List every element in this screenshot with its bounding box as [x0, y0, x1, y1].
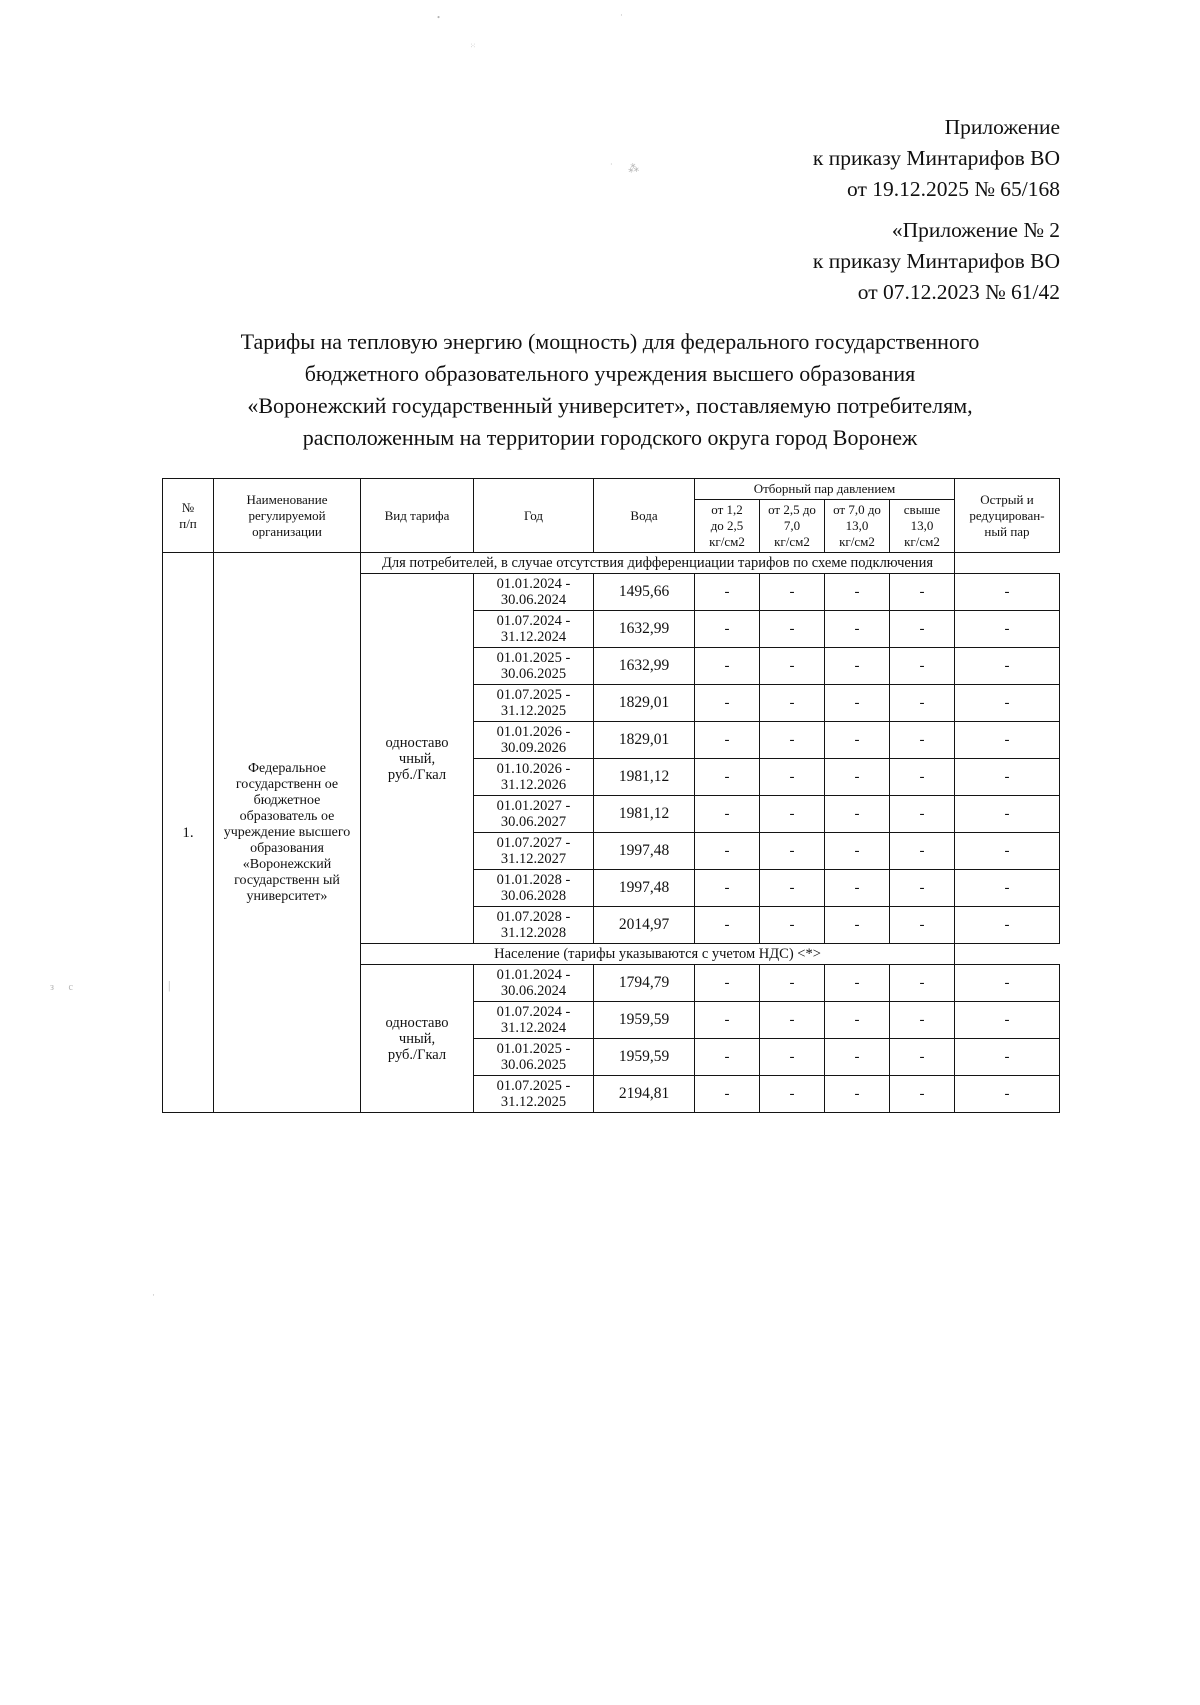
period-to: 30.06.2024	[500, 592, 567, 608]
title-line: бюджетного образовательного учреждения высшего образования	[304, 361, 916, 386]
scan-artifact: ⁂	[627, 162, 641, 176]
pressure-2-cell: -	[760, 648, 825, 685]
period-from: 01.01.2028 -	[496, 872, 571, 888]
section-banner-consumers: Для потребителей, в случае отсутствия дифференциации тарифов по схеме подключения	[361, 553, 955, 574]
water-value-cell: 1829,01	[594, 722, 695, 759]
title-line: Тарифы на тепловую энергию (мощность) для федерального государственного	[240, 329, 980, 354]
water-value-cell: 1997,48	[594, 833, 695, 870]
water-value-cell: 1794,79	[594, 965, 695, 1002]
pressure-1-cell: -	[695, 965, 760, 1002]
table-header-row-1	[163, 479, 1060, 500]
sharp-steam-cell: -	[955, 796, 1060, 833]
pressure-2-cell: -	[760, 870, 825, 907]
pressure-2-cell: -	[760, 1039, 825, 1076]
water-value-cell: 1495,66	[594, 574, 695, 611]
tariff-table	[162, 478, 1060, 1113]
pressure-3-cell: -	[825, 722, 890, 759]
period-cell	[474, 870, 594, 907]
period-to: 30.06.2028	[500, 888, 567, 904]
header-water: Вода	[594, 479, 695, 553]
pressure-2-cell: -	[760, 965, 825, 1002]
period-from: 01.07.2024 -	[496, 613, 571, 629]
table-row-banner	[163, 553, 1060, 574]
water-value-cell: 1829,01	[594, 685, 695, 722]
water-value-cell: 1997,48	[594, 870, 695, 907]
pressure-4-line3: кг/см2	[904, 534, 940, 549]
header-year: Год	[474, 479, 594, 553]
period-to: 30.06.2024	[500, 983, 567, 999]
scan-artifact: |	[168, 978, 172, 992]
period-from: 01.10.2026 -	[496, 761, 571, 777]
organization-name-cell: Федеральное государственн ое бюджетное образователь ое учреждение высшего образования «Воронежский государственн ый университет»	[214, 553, 361, 1113]
period-from: 01.07.2025 -	[496, 687, 571, 703]
pressure-3-cell: -	[825, 648, 890, 685]
pressure-3-cell: -	[825, 759, 890, 796]
period-to: 31.12.2028	[500, 925, 567, 941]
tariff-kind-line2: чный,	[398, 750, 436, 767]
period-to: 30.06.2025	[500, 1057, 567, 1073]
sharp-steam-cell: -	[955, 574, 1060, 611]
period-cell	[474, 611, 594, 648]
tariff-kind-cell-population	[361, 965, 474, 1113]
period-cell	[474, 965, 594, 1002]
water-value-cell: 1632,99	[594, 611, 695, 648]
period-cell	[474, 574, 594, 611]
pressure-2-line3: кг/см2	[774, 534, 810, 549]
period-cell	[474, 648, 594, 685]
pressure-1-cell: -	[695, 759, 760, 796]
period-cell	[474, 759, 594, 796]
header-no-line2: п/п	[179, 515, 197, 531]
tariff-kind-line1: одноставо	[385, 1014, 449, 1031]
header-sharp-line3: ный пар	[984, 523, 1030, 539]
pressure-3-line1: от 7,0 до	[833, 502, 881, 517]
header-row-number	[163, 479, 214, 553]
period-cell	[474, 907, 594, 944]
header-no-line1: №	[181, 499, 195, 515]
period-from: 01.07.2025 -	[496, 1078, 571, 1094]
water-value-cell: 2194,81	[594, 1076, 695, 1113]
pressure-3-line2: 13,0	[845, 518, 869, 533]
pressure-3-cell: -	[825, 1039, 890, 1076]
sharp-steam-cell: -	[955, 1039, 1060, 1076]
section-banner-population: Население (тарифы указываются с учетом НДС) <*>	[361, 944, 955, 965]
period-to: 30.06.2025	[500, 666, 567, 682]
pressure-3-cell: -	[825, 907, 890, 944]
pressure-4-cell: -	[890, 796, 955, 833]
period-to: 31.12.2024	[500, 1020, 567, 1036]
reference-line: от 19.12.2025 № 65/168	[847, 177, 1060, 201]
period-cell	[474, 1039, 594, 1076]
period-from: 01.01.2024 -	[496, 576, 571, 592]
pressure-2-line2: 7,0	[783, 518, 801, 533]
header-org-line1: Наименование	[246, 491, 328, 507]
title-line: расположенным на территории городского округа город Воронеж	[302, 425, 918, 450]
pressure-2-cell: -	[760, 796, 825, 833]
tariff-kind-cell-consumers	[361, 574, 474, 944]
period-from: 01.07.2028 -	[496, 909, 571, 925]
header-sharp-steam	[955, 479, 1060, 553]
pressure-4-cell: -	[890, 611, 955, 648]
pressure-1-cell: -	[695, 685, 760, 722]
header-pressure-2	[760, 500, 825, 553]
pressure-4-cell: -	[890, 833, 955, 870]
water-value-cell: 1959,59	[594, 1039, 695, 1076]
pressure-3-line3: кг/см2	[839, 534, 875, 549]
pressure-2-cell: -	[760, 611, 825, 648]
tariff-kind-line3: руб./Гкал	[387, 766, 447, 783]
period-cell	[474, 796, 594, 833]
sharp-steam-cell: -	[955, 907, 1060, 944]
period-to: 30.09.2026	[500, 740, 567, 756]
sharp-steam-cell: -	[955, 965, 1060, 1002]
reference-line: «Приложение № 2	[891, 218, 1060, 242]
sharp-steam-cell: -	[955, 870, 1060, 907]
tariff-kind-line3: руб./Гкал	[387, 1046, 447, 1063]
pressure-3-cell: -	[825, 574, 890, 611]
table-header	[163, 479, 1060, 553]
period-to: 31.12.2024	[500, 629, 567, 645]
header-pressure-4	[890, 500, 955, 553]
scan-artifact: ·	[619, 9, 625, 21]
period-from: 01.01.2026 -	[496, 724, 571, 740]
period-from: 01.07.2024 -	[496, 1004, 571, 1020]
sharp-steam-cell: -	[955, 759, 1060, 796]
period-cell	[474, 722, 594, 759]
period-from: 01.01.2025 -	[496, 1041, 571, 1057]
title-line: «Воронежский государственный университет», поставляемую потребителям,	[247, 393, 973, 418]
pressure-4-cell: -	[890, 648, 955, 685]
water-value-cell: 1981,12	[594, 759, 695, 796]
reference-line: к приказу Минтарифов ВО	[812, 146, 1060, 170]
pressure-1-line2: до 2,5	[710, 518, 744, 533]
period-cell	[474, 685, 594, 722]
pressure-3-cell: -	[825, 796, 890, 833]
header-org-line2: регулируемой	[248, 507, 326, 523]
header-sharp-line2: редуцирован-	[969, 507, 1045, 523]
pressure-3-cell: -	[825, 685, 890, 722]
pressure-1-cell: -	[695, 1002, 760, 1039]
header-organization	[214, 479, 361, 553]
pressure-2-cell: -	[760, 685, 825, 722]
sharp-steam-cell: -	[955, 611, 1060, 648]
pressure-1-cell: -	[695, 1076, 760, 1113]
pressure-4-cell: -	[890, 722, 955, 759]
reference-line: к приказу Минтарифов ВО	[812, 249, 1060, 273]
scan-artifact: •	[436, 11, 442, 23]
scan-artifact: ·	[152, 1290, 156, 1300]
pressure-3-cell: -	[825, 611, 890, 648]
tariff-kind-line2: чный,	[398, 1030, 436, 1047]
period-to: 30.06.2027	[500, 814, 567, 830]
header-tariff-kind: Вид тарифа	[361, 479, 474, 553]
pressure-1-line1: от 1,2	[711, 502, 743, 517]
period-from: 01.01.2024 -	[496, 967, 571, 983]
pressure-4-cell: -	[890, 870, 955, 907]
pressure-4-cell: -	[890, 759, 955, 796]
period-cell	[474, 833, 594, 870]
pressure-3-cell: -	[825, 870, 890, 907]
pressure-2-cell: -	[760, 1002, 825, 1039]
scan-artifact: з с	[50, 982, 79, 993]
period-to: 31.12.2027	[500, 851, 567, 867]
pressure-3-cell: -	[825, 1002, 890, 1039]
scan-artifact: ·	[610, 160, 614, 169]
header-pressure-group: Отборный пар давлением	[695, 479, 955, 500]
pressure-1-cell: -	[695, 870, 760, 907]
pressure-4-cell: -	[890, 965, 955, 1002]
pressure-2-cell: -	[760, 759, 825, 796]
pressure-4-line1: свыше	[903, 502, 941, 517]
page-title	[150, 326, 1070, 454]
period-cell	[474, 1002, 594, 1039]
period-to: 31.12.2026	[500, 777, 567, 793]
pressure-1-cell: -	[695, 833, 760, 870]
scan-artifact: ⁙	[470, 42, 477, 50]
pressure-1-cell: -	[695, 648, 760, 685]
sharp-steam-cell: -	[955, 648, 1060, 685]
pressure-1-cell: -	[695, 796, 760, 833]
pressure-2-cell: -	[760, 722, 825, 759]
table-body	[163, 553, 1060, 1113]
pressure-4-cell: -	[890, 1039, 955, 1076]
period-cell	[474, 1076, 594, 1113]
water-value-cell: 1632,99	[594, 648, 695, 685]
period-to: 31.12.2025	[500, 1094, 567, 1110]
pressure-1-cell: -	[695, 574, 760, 611]
sharp-steam-cell: -	[955, 1002, 1060, 1039]
period-from: 01.07.2027 -	[496, 835, 571, 851]
pressure-3-cell: -	[825, 833, 890, 870]
sharp-steam-cell: -	[955, 833, 1060, 870]
sharp-steam-cell: -	[955, 722, 1060, 759]
order-reference-original	[813, 215, 1060, 308]
water-value-cell: 1981,12	[594, 796, 695, 833]
reference-line: Приложение	[944, 115, 1060, 139]
pressure-3-cell: -	[825, 1076, 890, 1113]
pressure-1-cell: -	[695, 722, 760, 759]
pressure-1-cell: -	[695, 1039, 760, 1076]
pressure-4-cell: -	[890, 1076, 955, 1113]
pressure-2-cell: -	[760, 574, 825, 611]
pressure-3-cell: -	[825, 965, 890, 1002]
pressure-1-cell: -	[695, 907, 760, 944]
header-pressure-1	[695, 500, 760, 553]
period-to: 31.12.2025	[500, 703, 567, 719]
header-org-line3: организации	[252, 523, 322, 539]
water-value-cell: 2014,97	[594, 907, 695, 944]
pressure-2-cell: -	[760, 907, 825, 944]
order-reference-current	[813, 112, 1060, 205]
header-sharp-line1: Острый и	[980, 491, 1034, 507]
reference-line: от 07.12.2023 № 61/42	[857, 280, 1060, 304]
pressure-2-cell: -	[760, 1076, 825, 1113]
pressure-4-cell: -	[890, 574, 955, 611]
water-value-cell: 1959,59	[594, 1002, 695, 1039]
pressure-4-line2: 13,0	[910, 518, 934, 533]
pressure-2-line1: от 2,5 до	[768, 502, 816, 517]
pressure-4-cell: -	[890, 1002, 955, 1039]
tariff-kind-line1: одноставо	[385, 734, 449, 751]
pressure-2-cell: -	[760, 833, 825, 870]
header-pressure-3	[825, 500, 890, 553]
pressure-4-cell: -	[890, 685, 955, 722]
pressure-4-cell: -	[890, 907, 955, 944]
pressure-1-line3: кг/см2	[709, 534, 745, 549]
tariff-table-container	[162, 478, 1060, 1113]
period-from: 01.01.2025 -	[496, 650, 571, 666]
pressure-1-cell: -	[695, 611, 760, 648]
sharp-steam-cell: -	[955, 685, 1060, 722]
period-from: 01.01.2027 -	[496, 798, 571, 814]
row-number-cell: 1.	[163, 553, 214, 1113]
sharp-steam-cell: -	[955, 1076, 1060, 1113]
